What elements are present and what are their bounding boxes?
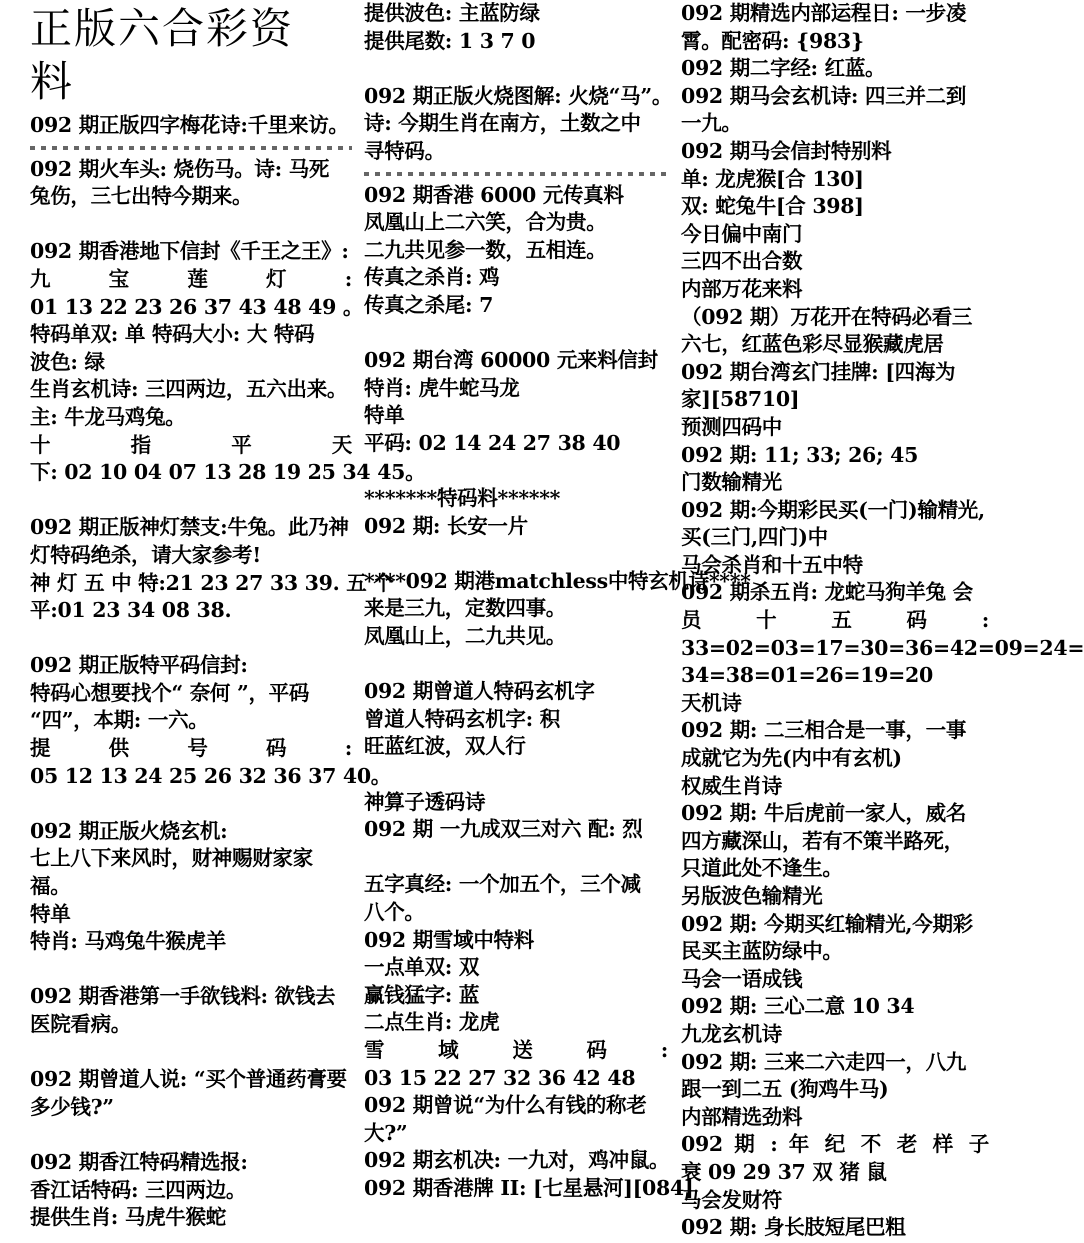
text-line: 买(三门,四门)中 (681, 525, 828, 550)
text-line: 员 十 五 码 : (681, 608, 989, 633)
text-line: 092 期: 二三相合是一事，一事 (681, 718, 967, 743)
text-line: 大?” (364, 1120, 408, 1145)
text-line: 03 15 22 27 32 36 42 48 (364, 1065, 636, 1090)
text-line: 八个。 (364, 900, 425, 924)
text-line: 092 期:今期彩民买(一门)输精光, (681, 497, 985, 522)
text-line: 092 期香港地下信封《千王之王》: (30, 239, 349, 264)
text-line: 092 期: 今期买红输精光,今期彩 (681, 911, 973, 936)
text-line: 一点单双: 双 (364, 955, 480, 980)
text-line: 神 灯 五 中 特:21 23 27 33 39. 五 个 (30, 570, 394, 595)
text-line: 赢钱猛字: 蓝 (364, 982, 480, 1007)
text-line: 092 期 一九成双三对六 配: 烈 (364, 817, 643, 842)
text-line: 今日偏中南门 (681, 221, 803, 246)
text-line: 092 期: 11; 33; 26; 45 (681, 442, 919, 467)
text-line: 092 期马会信封特别料 (681, 138, 892, 163)
text-line: 01 13 22 23 26 37 43 48 49 。 (30, 294, 364, 319)
text-line: 092 期精选内部运程日: 一步凌 (681, 1, 967, 25)
text-line: 092 期玄机决: 一九对，鸡冲鼠。 (364, 1148, 670, 1173)
text-line: 九龙玄机诗 (681, 1021, 782, 1046)
text-line: 092 期曾道人说: “买个普通药膏要 (30, 1067, 347, 1092)
text-line: 来是三九，定数四事。 (364, 596, 566, 621)
text-line: “四”，本期: 一六。 (30, 708, 209, 733)
text-line: 十 指 平 天 (30, 432, 352, 457)
text-line: 香江话特码: 三四两边。 (30, 1177, 247, 1202)
text-line: 一九。 (681, 111, 742, 136)
text-line: 092 期: 三心二意 10 34 (681, 994, 915, 1019)
text-line: 民买主蓝防绿中。 (681, 939, 843, 964)
text-line: 092 期台湾玄门挂牌: [四海为 (681, 359, 956, 384)
text-line: 四方藏深山，若有不策半路死， (681, 828, 964, 853)
text-line: 另版波色输精光 (681, 884, 823, 908)
text-line: 特单 (30, 901, 71, 926)
text-line: 092 期杀五肖: 龙蛇马狗羊兔 会 (681, 580, 973, 605)
text-line: 神算子透码诗 (364, 789, 486, 814)
text-line: 霄。配密码: {983} (681, 28, 864, 53)
text-line: 092 期马会玄机诗: 四三并二到 (681, 83, 967, 108)
text-line: 兔伤，三七出特今期来。 (30, 184, 253, 209)
text-line: 平码: 02 14 24 27 38 40 (364, 430, 621, 455)
text-line: 二九共见参一数，五相连。 (364, 237, 607, 262)
text-line: 特码心想要找个“ 奈何 ”，平码 (30, 680, 310, 705)
text-line: *******特码料****** (364, 486, 561, 511)
text-line: 内部精选劲料 (681, 1104, 803, 1129)
text-line: 092 期: 三来二六走四一，八九 (681, 1049, 967, 1074)
text-line: 传真之杀尾: 7 (364, 292, 494, 317)
text-line: （092 期）万花开在特码必看三 (681, 304, 973, 329)
text-line: 九 宝 莲 灯 : (30, 266, 352, 291)
text-line: 凤凰山上二六笑，合为贵。 (364, 210, 607, 235)
text-line: 092 期香港第一手欲钱料: 欲钱去 (30, 984, 336, 1009)
text-line: 特单 (364, 403, 405, 428)
text-line: 特肖: 马鸡兔牛猴虎羊 (30, 929, 226, 954)
text-line: 特码单双: 单 特码大小: 大 特码 (30, 322, 315, 347)
text-line: 092 期香港牌 II: [七星悬河][084] (364, 1175, 694, 1200)
text-line: 33=02=03=17=30=36=42=09=24= (681, 635, 1084, 660)
column-right (681, 0, 1084, 1242)
text-line: 092 期台湾 60000 元来料信封 (364, 348, 658, 373)
text-line: 凤凰山上，二九共见。 (364, 624, 566, 649)
text-line: 马会发财符 (681, 1187, 782, 1212)
text-line: 092 期香港 6000 元传真料 (364, 182, 624, 207)
text-line: 092 期 : 年 纪 不 老 样 子 (681, 1132, 989, 1157)
text-line: 092 期二字经: 红蓝。 (681, 56, 886, 81)
page-title-tail: 料 (30, 57, 73, 106)
text-line: 34=38=01=26=19=20 (681, 663, 933, 688)
text-line: 门数输精光 (681, 470, 782, 495)
text-line: 092 期: 长安一片 (364, 513, 528, 538)
text-line: 传真之杀肖: 鸡 (364, 265, 500, 290)
text-line: 旺蓝红波，双人行 (364, 734, 526, 759)
text-line: 波色: 绿 (30, 349, 105, 374)
text-line: 二点生肖: 龙虎 (364, 1010, 500, 1035)
text-line: 六七，红蓝色彩尽显猴藏虎居 (681, 332, 944, 357)
text-line: 平:01 23 34 08 38. (30, 598, 232, 623)
text-line: 092 期: 身长肢短尾巴粗 (681, 1215, 906, 1240)
text-line: 提 供 号 码 : (30, 736, 352, 761)
text-line: 家][58710] (681, 387, 800, 412)
text-line: 092 期正版四字梅花诗:千里来访。 (30, 113, 349, 137)
text-line: 092 期正版火烧图解: 火烧“马”。 (364, 83, 673, 108)
text-line: 雪 域 送 码 : (364, 1037, 668, 1062)
text-line: 只道此处不逢生。 (681, 856, 843, 881)
page-title: 正版六合彩资 (30, 4, 295, 53)
text-line: 诗: 今期生肖在南方，土数之中 (364, 111, 641, 136)
text-line: 092 期火车头: 烧伤马。诗: 马死 (30, 156, 330, 181)
text-line: 权威生肖诗 (681, 773, 782, 798)
text-line: 寻特码。 (364, 138, 445, 163)
text-line: 双: 蛇兔牛[合 398] (681, 194, 864, 219)
text-line: 092 期雪域中特料 (364, 927, 534, 952)
text-line: 092 期正版火烧玄机: (30, 818, 228, 843)
text-line: 灯特码绝杀，请大家参考! (30, 542, 261, 567)
text-line: 下: 02 10 04 07 13 28 19 25 34 45。 (30, 460, 426, 485)
text-line: 马会杀肖和十五中特 (681, 552, 863, 577)
divider (364, 172, 668, 176)
text-line: 预测四码中 (681, 414, 782, 439)
text-line: 天机诗 (681, 690, 742, 715)
text-line: 跟一到二五 (狗鸡牛马) (681, 1077, 889, 1102)
text-line: 福。 (30, 874, 71, 899)
text-line: 主: 牛龙马鸡兔。 (30, 404, 186, 429)
text-line: 衰 09 29 37 双 猪 鼠 (681, 1159, 887, 1184)
text-line: 单: 龙虎猴[合 130] (681, 166, 864, 191)
text-line: 曾道人特码玄机字: 积 (364, 706, 560, 731)
text-line: 七上八下来风时，财神赐财家家 (30, 846, 313, 871)
text-line: 092 期: 牛后虎前一家人，威名 (681, 801, 967, 826)
text-line: ****092 期港matchless中特玄机诗**** (364, 568, 751, 593)
text-line: 三四不出合数 (681, 249, 803, 274)
text-line: 特肖: 虎牛蛇马龙 (364, 375, 520, 400)
text-line: 092 期香江特码精选报: (30, 1149, 248, 1174)
text-line: 092 期曾说“为什么有钱的称老 (364, 1093, 647, 1118)
text-line: 成就它为先(内中有玄机) (681, 746, 902, 771)
text-line: 内部万花来料 (681, 276, 803, 301)
text-line: 提供生肖: 马虎牛猴蛇 (30, 1205, 226, 1230)
text-line: 提供尾数: 1 3 7 0 (364, 28, 536, 53)
text-line: 05 12 13 24 25 26 32 36 37 40。 (30, 763, 392, 788)
text-line: 医院看病。 (30, 1012, 131, 1036)
text-line: 092 期正版神灯禁支:牛兔。此乃神 (30, 515, 349, 540)
text-line: 多少钱?” (30, 1094, 114, 1119)
text-line: 092 期正版特平码信封: (30, 653, 248, 678)
text-line: 提供波色: 主蓝防绿 (364, 1, 540, 25)
text-line: 马会一语成钱 (681, 966, 803, 991)
text-line: 五字真经: 一个加五个，三个减 (364, 872, 641, 897)
text-line: 092 期曾道人特码玄机字 (364, 679, 595, 704)
divider (30, 146, 352, 150)
text-line: 生肖玄机诗: 三四两边，五六出来。 (30, 377, 348, 402)
